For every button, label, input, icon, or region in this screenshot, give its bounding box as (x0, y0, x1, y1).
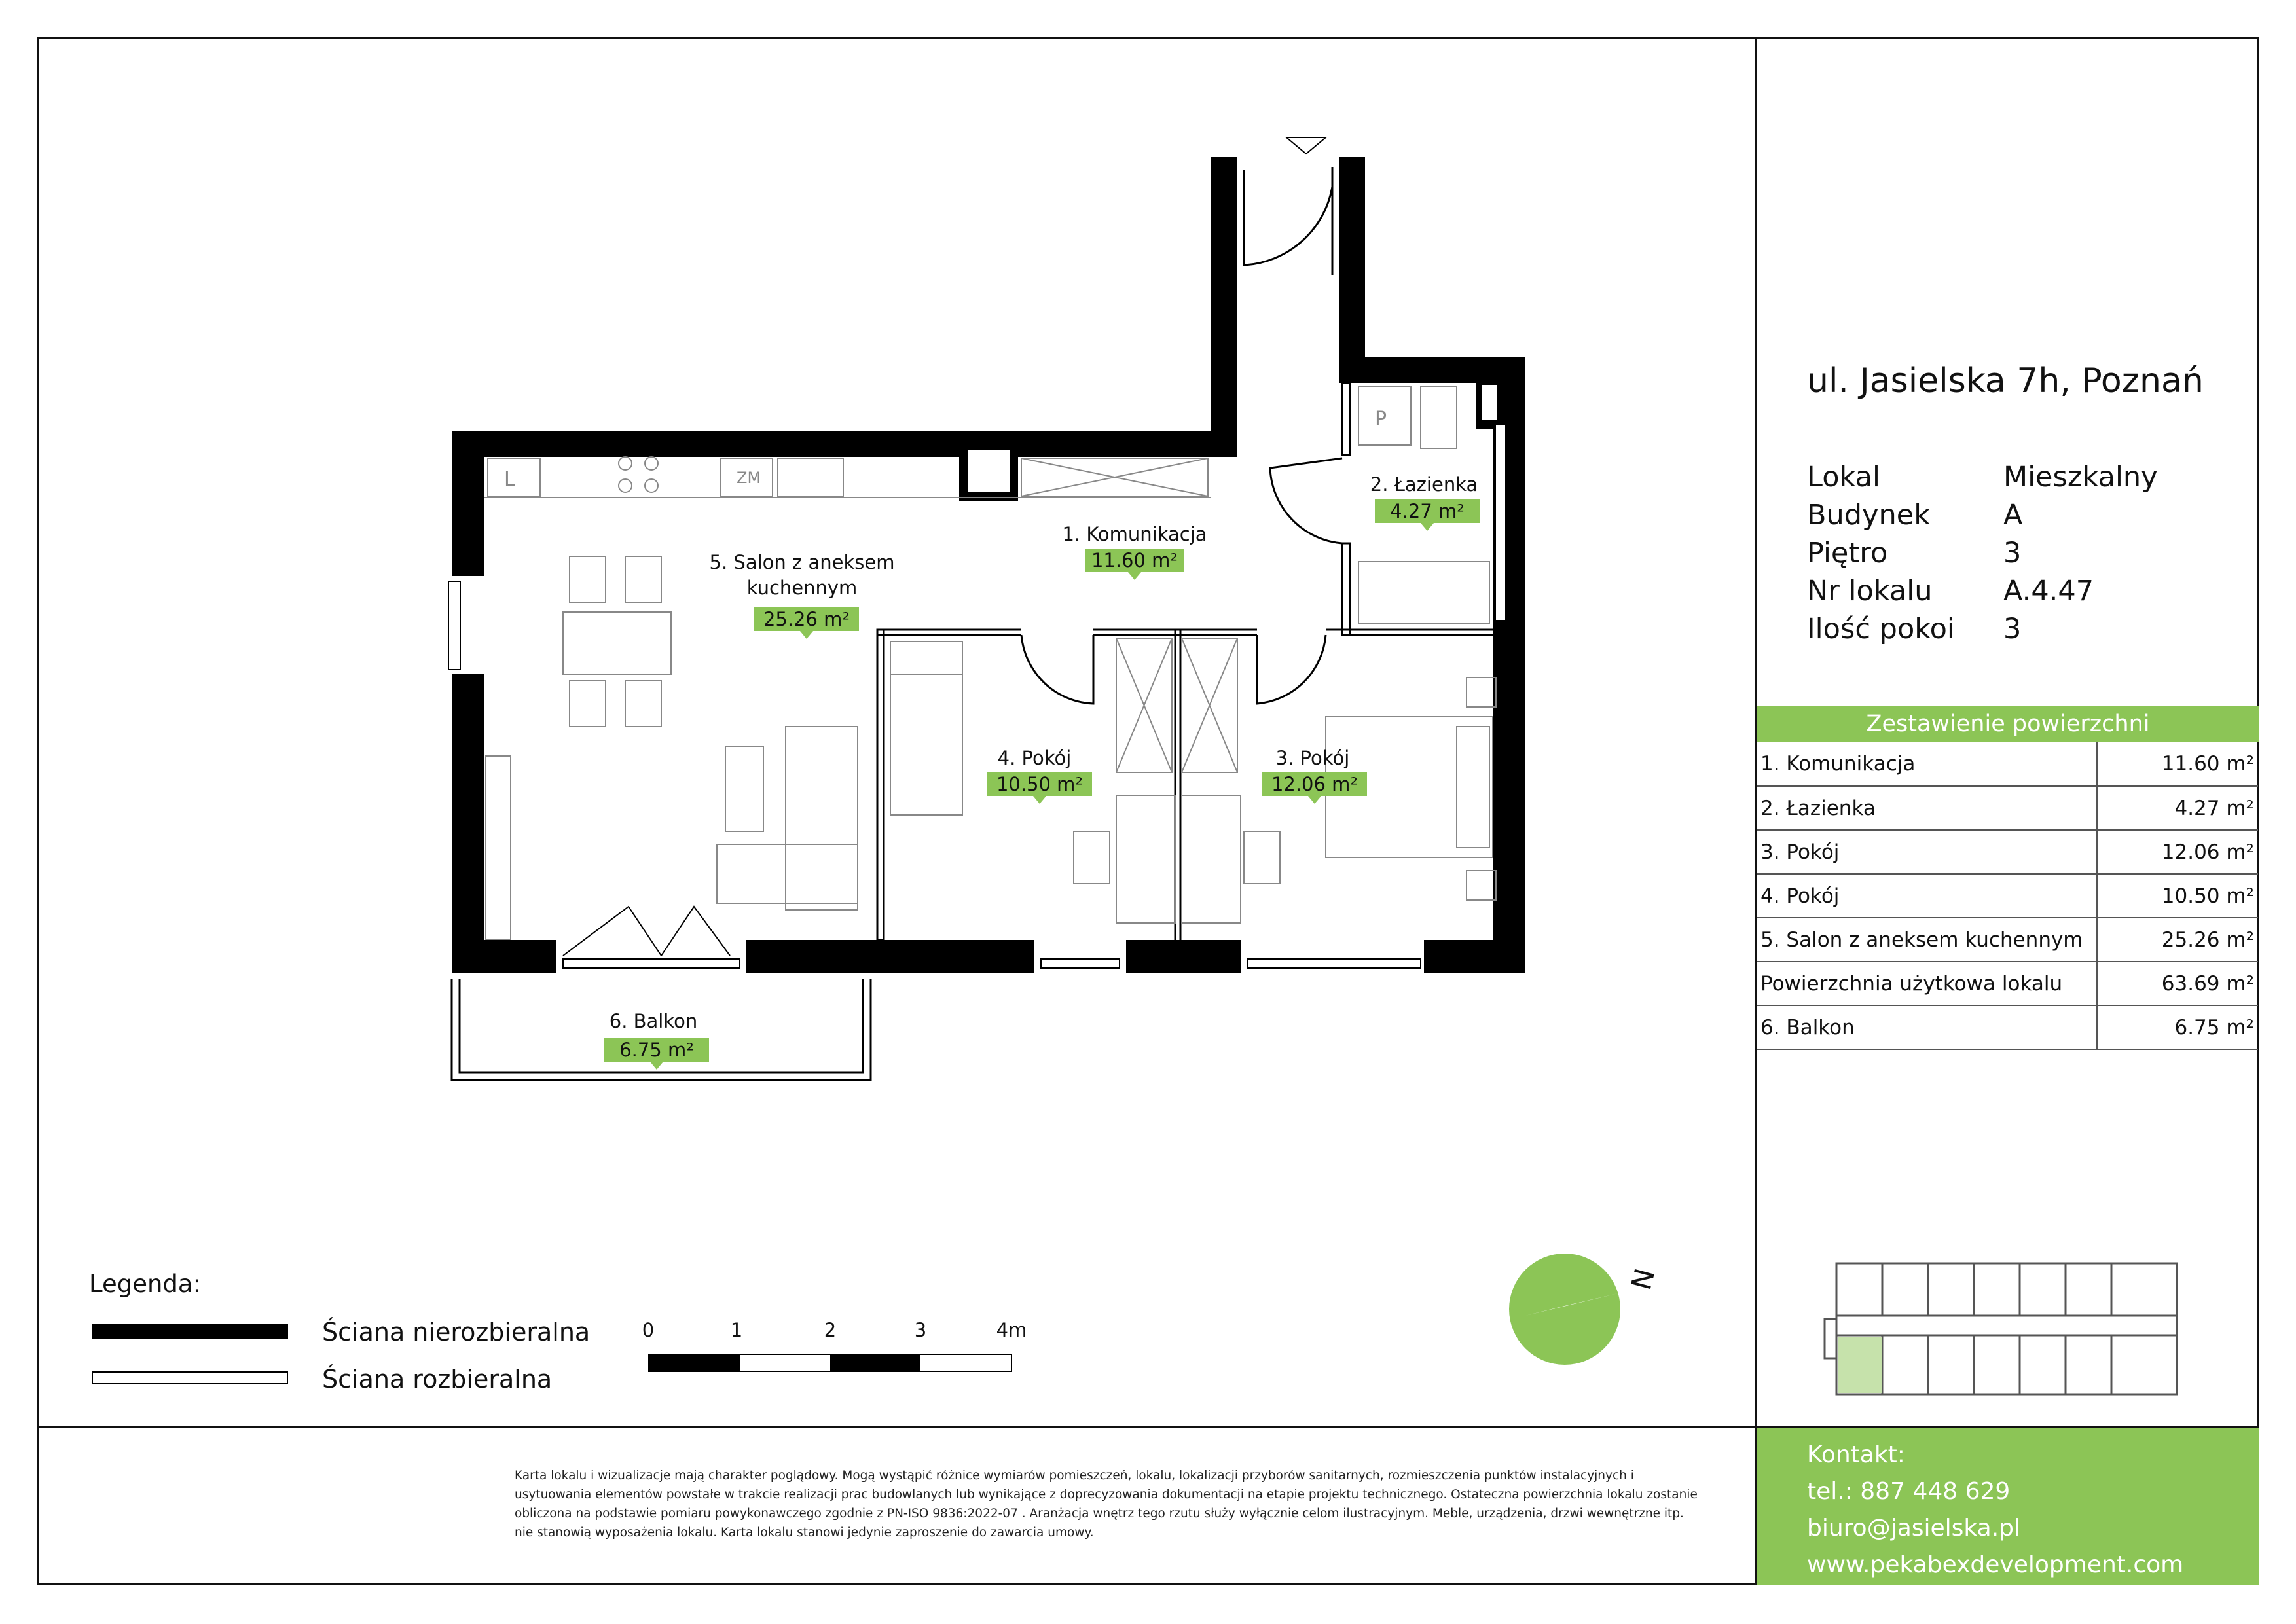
legend-partition-swatch (92, 1371, 288, 1384)
fridge-label: L (504, 468, 515, 491)
contact-email[interactable]: biuro@jasielska.pl (1807, 1515, 2021, 1542)
building-key-plan (1823, 1254, 2190, 1404)
room-pokoj4-name: 4. Pokój (997, 747, 1072, 769)
summary-label: 5. Salon z aneksem kuchennym (1757, 918, 2097, 962)
summary-label: 1. Komunikacja (1757, 742, 2097, 786)
compass (1506, 1244, 1663, 1375)
contact-website[interactable]: www.pekabexdevelopment.com (1807, 1551, 2184, 1578)
info-ilosc-pokoi-label: Ilość pokoi (1807, 613, 1955, 645)
info-budynek-label: Budynek (1807, 499, 1931, 532)
legend-partition-label: Ściana rozbieralna (322, 1365, 553, 1394)
room-komunikacja-area: 11.60 m² (1085, 549, 1184, 572)
room-balkon-name: 6. Balkon (609, 1010, 698, 1032)
summary-value: 12.06 m² (2097, 830, 2258, 874)
room-pokoj3-area: 12.06 m² (1262, 772, 1367, 796)
room-lazienka-name: 2. Łazienka (1370, 473, 1478, 496)
info-pietro-value: 3 (2003, 537, 2022, 569)
toilet-label: P (1375, 408, 1387, 431)
compass-disc (1509, 1254, 1620, 1365)
table-row (1757, 1005, 2258, 1049)
table-row (1757, 786, 2258, 830)
table-row (1757, 742, 2258, 786)
legend-load-bearing-label: Ściana nierozbieralna (322, 1318, 591, 1346)
room-lazienka-area: 4.27 m² (1375, 499, 1480, 523)
kitchen (484, 457, 1211, 497)
summary-value: 10.50 m² (2097, 874, 2258, 918)
summary-value: 25.26 m² (2097, 918, 2258, 962)
scale-tick-label: 3 (914, 1319, 927, 1341)
room-komunikacja-name: 1. Komunikacja (1062, 523, 1207, 545)
table-row (1757, 830, 2258, 874)
microwave-label: ZM (737, 469, 761, 487)
info-nr-lokalu-value: A.4.47 (2003, 575, 2094, 607)
info-budynek-value: A (2003, 499, 2023, 532)
info-lokal-value: Mieszkalny (2003, 461, 2158, 494)
table-row (1757, 962, 2258, 1005)
summary-value: 6.75 m² (2097, 1005, 2258, 1049)
room-pokoj4-area: 10.50 m² (987, 772, 1092, 796)
legend-load-bearing-swatch (92, 1324, 288, 1339)
summary-value: 4.27 m² (2097, 786, 2258, 830)
info-pietro-label: Piętro (1807, 537, 1888, 569)
contact-box (1757, 1428, 2259, 1585)
windows (448, 424, 1506, 968)
load-bearing-walls (452, 157, 1525, 973)
summary-label: 3. Pokój (1757, 830, 2097, 874)
info-lokal-label: Lokal (1807, 461, 1880, 494)
area-summary-table (1757, 742, 2258, 1050)
room-salon-area: 25.26 m² (754, 607, 859, 631)
room-salon-name-line2: kuchennym (746, 577, 858, 599)
address-title: ul. Jasielska 7h, Poznań (1807, 361, 2204, 401)
info-ilosc-pokoi-value: 3 (2003, 613, 2022, 645)
key-plan-highlight (1838, 1337, 1882, 1393)
room-salon-name-line1: 5. Salon z aneksem (709, 551, 895, 573)
summary-label: 2. Łazienka (1757, 786, 2097, 830)
scale-tick-label: 2 (824, 1319, 837, 1341)
table-row (1757, 874, 2258, 918)
room-balkon-area: 6.75 m² (604, 1038, 709, 1062)
scale-tick-label: 1 (730, 1319, 743, 1341)
contact-title: Kontakt: (1807, 1441, 1905, 1468)
unit-info-list (1807, 458, 2158, 648)
scale-tick-label: 4m (996, 1319, 1027, 1341)
summary-value: 63.69 m² (2097, 962, 2258, 1005)
contact-phone[interactable]: tel.: 887 448 629 (1807, 1478, 2011, 1505)
info-nr-lokalu-label: Nr lokalu (1807, 575, 1933, 607)
summary-label: Powierzchnia użytkowa lokalu (1757, 962, 2097, 1005)
legend-title: Legenda: (89, 1270, 202, 1298)
compass-north-label: N (1624, 1265, 1662, 1293)
disclaimer-text: Karta lokalu i wizualizacje mają charakter poglądowy. Mogą wystąpić różnice wymiarów pomieszczeń, lokalu, lokalizacji przyborów sanitarnych, rozmieszczenia punktów instalacyjnych i usytuowania elementów powstałe w trakcie realizacji prac budowlanych lub wynikające z doprecyzowania dokumentacji na etapie projektu technicznego. Ostateczna powierzchnia lokalu zostanie obliczona na podstawie pomiaru powykonawczego zgodnie z PN-ISO 9836:2022-07 . Aranżacja wnętrz tego rzutu służy wyłącznie celom ilustracyjnym. Meble, urządzenia, drzwi wewnętrzne itp. nie stanowią wyposażenia lokalu. Karta lokalu stanowi jedynie zaproszenie do zawarcia umowy. (515, 1469, 1698, 1540)
summary-label: 4. Pokój (1757, 874, 2097, 918)
table-row (1757, 918, 2258, 962)
summary-label: 6. Balkon (1757, 1005, 2097, 1049)
scale-bar (648, 1354, 1012, 1372)
summary-title: Zestawienie powierzchni (1757, 706, 2259, 742)
scale-tick-label: 0 (642, 1319, 655, 1341)
room-pokoj3-name: 3. Pokój (1275, 747, 1350, 769)
summary-value: 11.60 m² (2097, 742, 2258, 786)
